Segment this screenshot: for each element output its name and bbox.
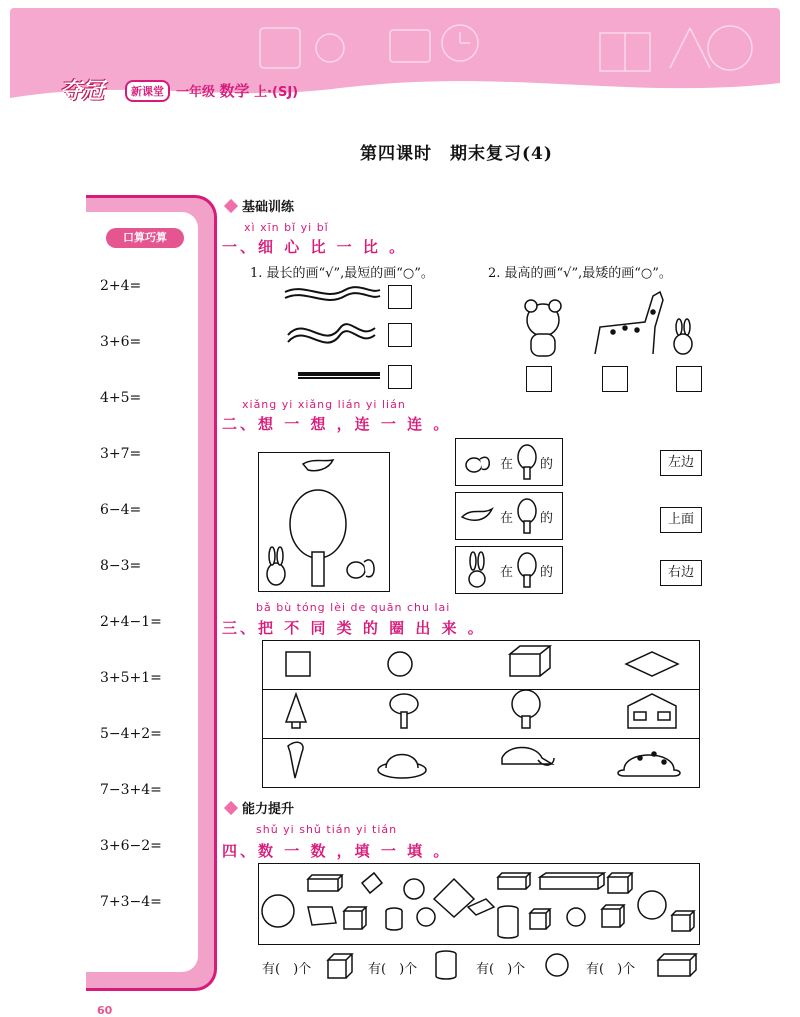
option-top[interactable]: 上面	[660, 507, 702, 533]
page-number: 60	[97, 1004, 113, 1017]
sphere-icon	[544, 952, 570, 978]
rabbit-icon	[464, 551, 490, 589]
match-row[interactable]	[455, 438, 563, 486]
option-left[interactable]: 左边	[660, 450, 702, 476]
section-ability-label: 能力提升	[242, 802, 295, 817]
match-in: 在	[500, 511, 514, 526]
q1-pinyin: xì xīn bǐ yi bǐ	[244, 221, 329, 234]
squirrel-icon	[460, 445, 494, 477]
match-de: 的	[540, 511, 554, 526]
edition-label: 上·(SJ)	[254, 85, 299, 100]
q3-heading: 三、把 不 同 类 的 圈 出 来 。	[222, 619, 486, 637]
match-in: 在	[500, 565, 514, 580]
house	[628, 694, 676, 728]
tree-icon	[516, 443, 538, 481]
q1-sub2: 2. 最高的画“√”,最矮的画“○”。	[488, 266, 672, 281]
subject-label: 数学	[219, 82, 250, 100]
drill-problem: 3+6−2=	[100, 838, 162, 854]
option-right[interactable]: 右边	[660, 560, 702, 586]
match-in: 在	[500, 457, 514, 472]
cuboid-shape	[510, 646, 550, 676]
answer-box[interactable]	[388, 323, 412, 347]
category-items	[262, 640, 700, 788]
fill-label: 有( )个	[262, 962, 312, 977]
round-tree	[390, 694, 418, 714]
fill-label: 有( )个	[476, 962, 526, 977]
pine-tree	[286, 694, 306, 728]
fill-cylinder[interactable]	[368, 958, 417, 977]
q1-sub1: 1. 最长的画“√”,最短的画“○”。	[250, 266, 434, 281]
drill-problem: 7−3+4=	[100, 782, 162, 798]
drill-problem: 6−4=	[100, 502, 142, 518]
bonnet	[618, 755, 680, 776]
section-basic	[226, 196, 294, 215]
q4-heading: 四、数 一 数 ，填 一 填 。	[222, 842, 452, 860]
drill-problem: 2+4−1=	[100, 614, 162, 630]
match-row[interactable]	[455, 492, 563, 540]
count-shapes	[258, 863, 700, 945]
q3-pinyin: bǎ bù tóng lèi de quān chu lai	[256, 601, 451, 614]
brand-badge: 新课堂	[125, 80, 170, 102]
drill-problem: 7+3−4=	[100, 894, 162, 910]
circle-shape	[388, 652, 412, 676]
q4-pinyin: shǔ yi shǔ tián yi tián	[256, 823, 398, 836]
drill-problem: 3+6=	[100, 334, 142, 350]
fill-label: 有( )个	[368, 962, 418, 977]
cap	[502, 748, 554, 766]
rhombus-shape	[626, 652, 678, 676]
drill-problem: 2+4=	[100, 278, 142, 294]
q2-heading: 二、想 一 想 ，连 一 连 。	[222, 415, 452, 433]
sidebar-inner	[86, 212, 198, 972]
ropes-illustration	[280, 280, 390, 390]
banner-wave	[10, 8, 780, 118]
scene-illustration	[258, 452, 390, 592]
answer-box[interactable]	[602, 366, 628, 392]
answer-box[interactable]	[676, 366, 702, 392]
match-de: 的	[540, 457, 554, 472]
ice-cream	[288, 742, 303, 778]
drill-problem: 3+5+1=	[100, 670, 162, 686]
bird-icon	[460, 503, 494, 529]
fill-cube[interactable]	[262, 958, 311, 977]
tree-icon	[516, 497, 538, 535]
q2-pinyin: xiǎng yi xiǎng lián yi lián	[242, 398, 406, 411]
drill-problem: 8−3=	[100, 558, 142, 574]
lesson-title: 第四课时 期末复习(4)	[360, 144, 553, 164]
q1-heading: 一、细 心 比 一 比 。	[222, 238, 408, 256]
fill-cuboid[interactable]	[586, 958, 635, 977]
answer-box[interactable]	[526, 366, 552, 392]
match-row[interactable]	[455, 546, 563, 594]
oak-tree	[512, 690, 540, 718]
cuboid-icon	[656, 950, 700, 980]
sidebar-badge: 口算巧算	[106, 228, 184, 248]
brand-logo: 夺冠	[60, 79, 105, 104]
answer-box[interactable]	[388, 285, 412, 309]
grade-label: 一年级	[176, 85, 216, 100]
header-subtitle	[176, 80, 298, 101]
fill-label: 有( )个	[586, 962, 636, 977]
diamond-icon	[224, 199, 238, 213]
animals-illustration	[515, 282, 705, 362]
diamond-icon	[224, 801, 238, 815]
fill-sphere[interactable]	[476, 958, 525, 977]
drill-problem: 3+7=	[100, 446, 142, 462]
drill-problem: 4+5=	[100, 390, 142, 406]
match-de: 的	[540, 565, 554, 580]
answer-box[interactable]	[388, 365, 412, 389]
drill-problem: 5−4+2=	[100, 726, 162, 742]
section-basic-label: 基础训练	[242, 200, 295, 215]
cylinder-icon	[432, 948, 460, 982]
section-ability	[226, 798, 294, 817]
tree-icon	[516, 551, 538, 589]
cube-icon	[324, 950, 356, 982]
square-shape	[286, 652, 310, 676]
